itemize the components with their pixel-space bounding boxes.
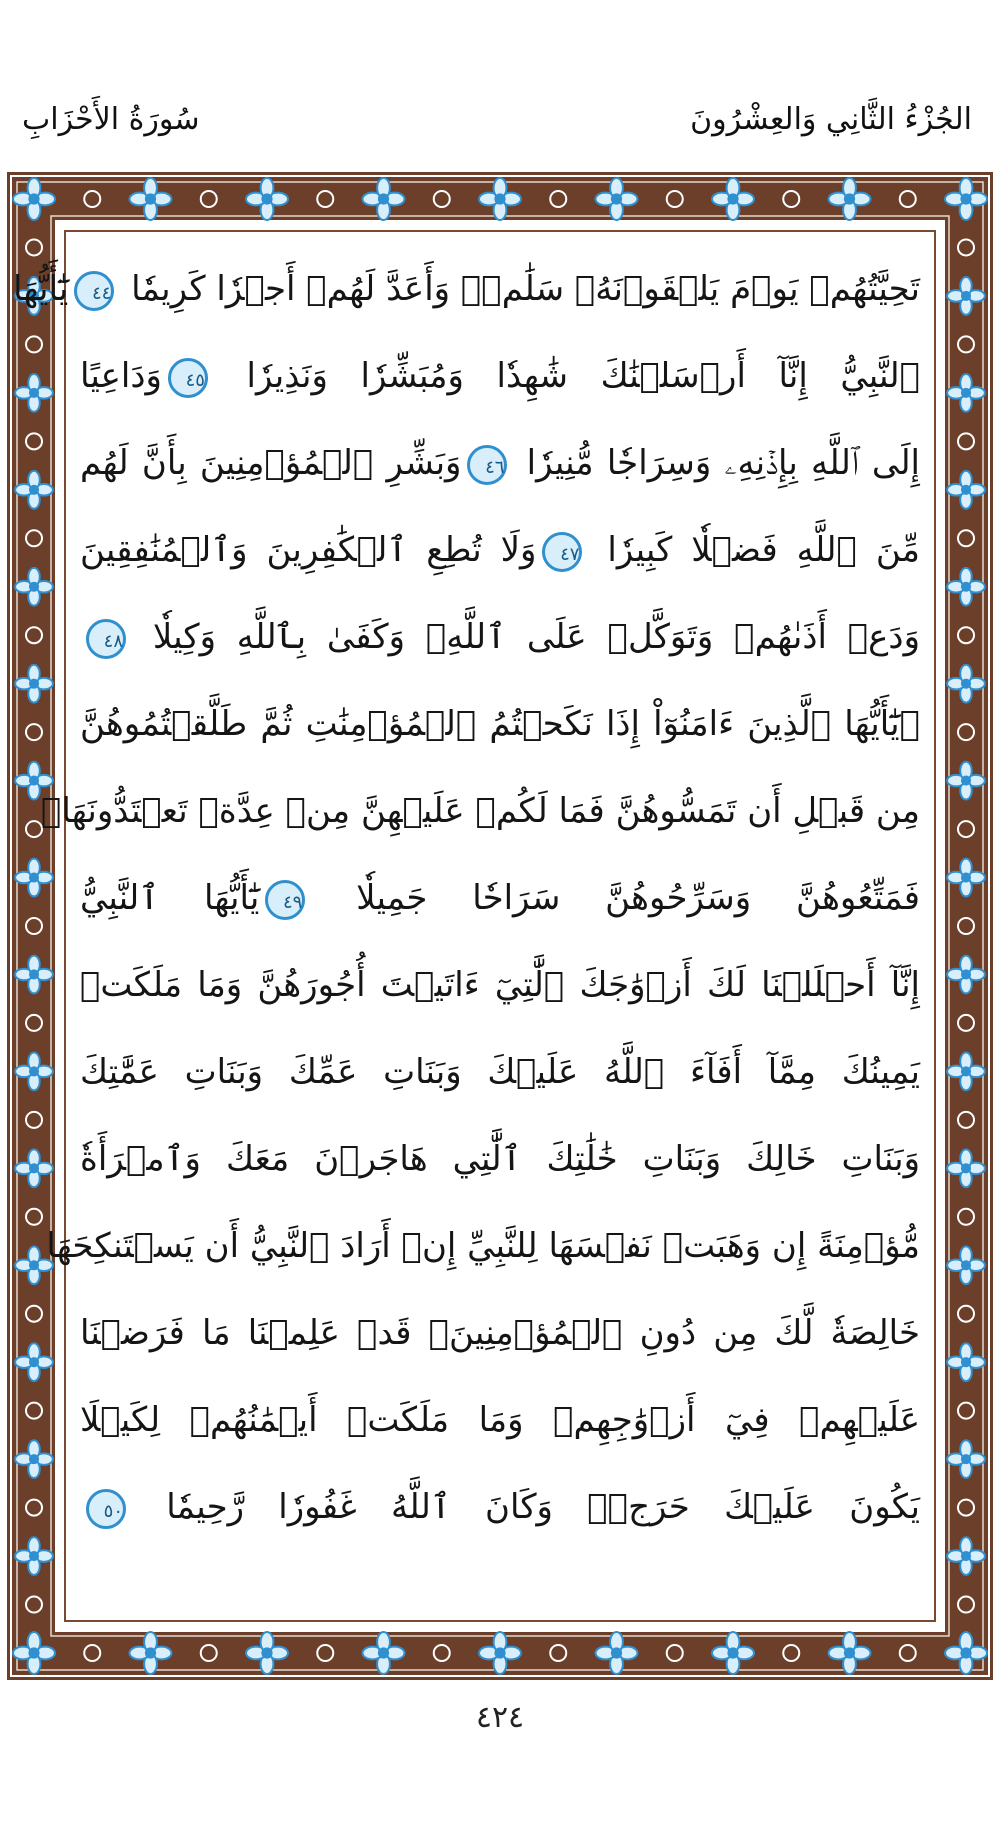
text-line [40, 768, 920, 855]
ayah-number-marker: ٤٦ [467, 445, 507, 485]
ornament-center [960, 1647, 971, 1658]
ornament-center [611, 1647, 622, 1658]
verse-text: ۞يَٰٓأَيُّهَا ٱلَّذِينَ ءَامَنُوٓاْ إِذَا نَكَحۡتُمُ ٱلۡمُؤۡمِنَٰتِ ثُمَّ طَلَّقۡتُمُوهُنَّ [80, 704, 920, 744]
verse-text: مِن قَبۡلِ أَن تَمَسُّوهُنَّ فَمَا لَكُمۡ عَلَيۡهِنَّ مِنۡ عِدَّةٖ تَعۡتَدُّونَهَاۖ [40, 791, 920, 831]
text-line [80, 942, 920, 1029]
text-line [12, 246, 920, 333]
ornament-center [844, 1647, 855, 1658]
surah-title: سُورَةُ الأَحْزَابِ [22, 102, 200, 137]
ayah-number-marker: ٤٨ [86, 619, 126, 659]
text-line [80, 507, 920, 594]
ornament-center [960, 193, 971, 204]
ornament-center [961, 1551, 971, 1561]
ornament-center [727, 193, 738, 204]
ayah-number-marker: ٤٧ [542, 532, 582, 572]
text-line [80, 1377, 920, 1464]
ornament-center [29, 969, 39, 979]
ornament-center [29, 1163, 39, 1173]
ayah-number-marker: ٤٩ [265, 880, 305, 920]
ornament-center [961, 388, 971, 398]
verse-text: خَالِصَةٗ لَّكَ مِن دُونِ ٱلۡمُؤۡمِنِينَۗ قَدۡ عَلِمۡنَا مَا فَرَضۡنَا [80, 1313, 920, 1353]
ornament-center [494, 1647, 505, 1658]
quran-text-panel [12, 230, 936, 1622]
text-line [80, 333, 920, 420]
ornament-center [29, 1551, 39, 1561]
verse-text: مِّنَ ٱللَّهِ فَضۡلٗا كَبِيرٗا [588, 530, 920, 570]
ayah-number-marker: ٤٥ [168, 358, 208, 398]
ornament-center [844, 193, 855, 204]
ornament-center [29, 1357, 39, 1367]
verse-text: يَمِينُكَ مِمَّآ أَفَآءَ ٱللَّهُ عَلَيۡكَ وَبَنَاتِ عَمِّكَ وَبَنَاتِ عَمَّٰتِكَ [80, 1052, 920, 1092]
ornament-center [494, 193, 505, 204]
ornament-center [29, 388, 39, 398]
ornament-center [961, 1163, 971, 1173]
verse-text: فَمَتِّعُوهُنَّ وَسَرِّحُوهُنَّ سَرَاحٗا جَمِيلٗا [311, 878, 921, 918]
page-header [0, 96, 1000, 156]
ornament-center [961, 872, 971, 882]
text-line [80, 594, 920, 681]
verse-text: وَدَعۡ أَذَىٰهُمۡ وَتَوَكَّلۡ عَلَى ٱللَّهِۚ وَكَفَىٰ بِٱللَّهِ وَكِيلٗا [132, 617, 920, 657]
ornament-center [29, 776, 39, 786]
ornament-center [29, 1454, 39, 1464]
verse-text: يَٰٓأَيُّهَا [12, 269, 69, 309]
text-line [80, 681, 920, 768]
ornament-center [29, 1066, 39, 1076]
ornament-center [961, 1260, 971, 1270]
ornament-center [29, 872, 39, 882]
ornament-center [961, 1066, 971, 1076]
ornament-center [961, 1357, 971, 1367]
verse-text: إِلَى ٱللَّهِ بِإِذۡنِهِۦ وَسِرَاجٗا مُّنِيرٗا [513, 443, 921, 483]
text-line [80, 420, 920, 507]
text-line [46, 1203, 920, 1290]
verse-text: إِنَّآ أَحۡلَلۡنَا لَكَ أَزۡوَٰجَكَ ٱلَّٰتِيٓ ءَاتَيۡتَ أُجُورَهُنَّ وَمَا مَلَكَتۡ [80, 965, 920, 1005]
verse-text: يَكُونَ عَلَيۡكَ حَرَجٞۗ وَكَانَ ٱللَّهُ غَفُورٗا رَّحِيمٗا [132, 1487, 920, 1527]
ornament-center [28, 1647, 39, 1658]
ornament-center [261, 1647, 272, 1658]
ornament-center [378, 193, 389, 204]
ornament-center [29, 1260, 39, 1270]
text-line [80, 1029, 920, 1116]
text-line [80, 1116, 920, 1203]
text-line [80, 855, 920, 942]
ornament-center [611, 193, 622, 204]
ayah-number-marker: ٤٤ [74, 271, 114, 311]
ornament-center [29, 485, 39, 495]
ornament-center [727, 1647, 738, 1658]
juz-title: الجُزْءُ الثَّانِي وَالعِشْرُونَ [690, 102, 972, 137]
verse-text: وَدَاعِيًا [80, 356, 162, 396]
verse-text: عَلَيۡهِمۡ فِيٓ أَزۡوَٰجِهِمۡ وَمَا مَلَكَتۡ أَيۡمَٰنُهُمۡ لِكَيۡلَا [80, 1400, 920, 1440]
ornament-center [961, 291, 971, 301]
verse-text: تَحِيَّتُهُمۡ يَوۡمَ يَلۡقَوۡنَهُۥ سَلَٰمٞۚ وَأَعَدَّ لَهُمۡ أَجۡرٗا كَرِيمٗا [120, 269, 920, 309]
verse-text: يَٰٓأَيُّهَا ٱلنَّبِيُّ [80, 878, 260, 918]
verse-text: مُّؤۡمِنَةً إِن وَهَبَتۡ نَفۡسَهَا لِلنَّبِيِّ إِنۡ أَرَادَ ٱلنَّبِيُّ أَن يَسۡتَنكِحَهَا [46, 1226, 920, 1266]
page-number: ٤٢٤ [475, 1700, 525, 1735]
ornament-center [961, 485, 971, 495]
verse-text: وَبَشِّرِ ٱلۡمُؤۡمِنِينَ بِأَنَّ لَهُم [80, 443, 462, 483]
ayah-number-marker: ٥٠ [86, 1489, 126, 1529]
ornament-center [961, 969, 971, 979]
ornament-center [961, 1454, 971, 1464]
verse-text: وَبَنَاتِ خَالِكَ وَبَنَاتِ خَٰلَٰتِكَ ٱلَّٰتِي هَاجَرۡنَ مَعَكَ وَٱمۡرَأَةٗ [80, 1139, 920, 1179]
ornament-center [961, 582, 971, 592]
ornament-center [261, 193, 272, 204]
ornament-center [28, 193, 39, 204]
ornament-center [29, 582, 39, 592]
ornament-center [961, 776, 971, 786]
ornament-center [29, 679, 39, 689]
ornament-center [145, 1647, 156, 1658]
ornament-center [961, 679, 971, 689]
ornament-center [145, 193, 156, 204]
text-line [80, 1290, 920, 1377]
ornament-center [378, 1647, 389, 1658]
verse-text: وَلَا تُطِعِ ٱلۡكَٰفِرِينَ وَٱلۡمُنَٰفِقِينَ [80, 530, 537, 570]
text-line [80, 1464, 920, 1551]
verse-text: ٱلنَّبِيُّ إِنَّآ أَرۡسَلۡنَٰكَ شَٰهِدٗا وَمُبَشِّرٗا وَنَذِيرٗا [213, 356, 920, 396]
